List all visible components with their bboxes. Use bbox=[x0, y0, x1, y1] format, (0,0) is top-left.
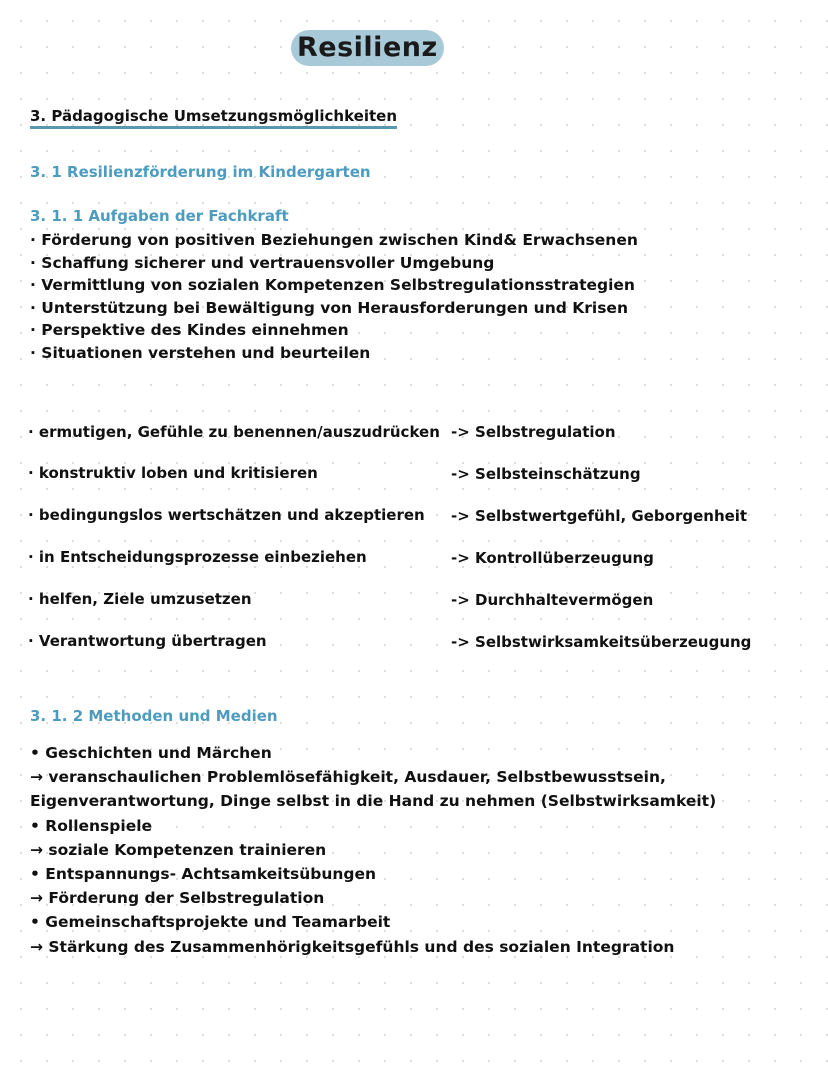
task-item: · Vermittlung von sozialen Kompetenzen Selbstregulationsstrategien bbox=[30, 276, 635, 295]
pair-result: -> Selbstwertgefühl, Geborgenheit bbox=[451, 507, 748, 525]
method-note: Eigenverantwortung, Dinge selbst in die Hand zu nehmen (Selbstwirksamkeit) bbox=[30, 792, 717, 811]
pair-action: · Verantwortung übertragen bbox=[28, 632, 267, 650]
pair-result: -> Durchhaltevermögen bbox=[451, 591, 654, 609]
method-note: → Förderung der Selbstregulation bbox=[30, 889, 325, 908]
page-title: Resilienz bbox=[291, 30, 444, 66]
task-item: · Schaffung sicherer und vertrauensvoller Umgebung bbox=[30, 253, 495, 272]
pair-action: · ermutigen, Gefühle zu benennen/auszudrücken bbox=[28, 423, 440, 441]
task-item: · Perspektive des Kindes einnehmen bbox=[30, 321, 349, 340]
section-heading-main: 3. Pädagogische Umsetzungsmöglichkeiten bbox=[30, 107, 397, 129]
pair-action: · in Entscheidungsprozesse einbeziehen bbox=[28, 548, 367, 566]
method-item: • Geschichten und Märchen bbox=[30, 744, 272, 762]
section-heading-3-1: 3. 1 Resilienzförderung im Kindergarten bbox=[30, 163, 371, 181]
method-note: → soziale Kompetenzen trainieren bbox=[30, 840, 327, 859]
pair-result: -> Selbstwirksamkeitsüberzeugung bbox=[451, 633, 752, 651]
pair-action: · konstruktiv loben und kritisieren bbox=[28, 464, 318, 482]
methods-list bbox=[30, 741, 716, 959]
method-item: • Gemeinschaftsprojekte und Teamarbeit bbox=[30, 913, 391, 932]
section-heading-3-1-1: 3. 1. 1 Aufgaben der Fachkraft bbox=[30, 207, 289, 225]
task-item: · Situationen verstehen und beurteilen bbox=[30, 343, 371, 362]
section-heading-3-1-2: 3. 1. 2 Methoden und Medien bbox=[30, 707, 278, 725]
pair-result: -> Kontrollüberzeugung bbox=[451, 549, 654, 567]
pair-action: · helfen, Ziele umzusetzen bbox=[28, 590, 252, 608]
method-item: • Entspannungs- Achtsamkeitsübungen bbox=[30, 865, 377, 884]
method-item: • Rollenspiele bbox=[30, 816, 153, 835]
task-item: · Unterstützung bei Bewältigung von Herausforderungen und Krisen bbox=[30, 298, 628, 317]
pair-result: -> Selbsteinschätzung bbox=[451, 465, 641, 483]
pair-result: -> Selbstregulation bbox=[451, 423, 616, 441]
method-note: → Stärkung des Zusammenhörigkeitsgefühls und des sozialen Integration bbox=[30, 937, 675, 956]
task-list bbox=[30, 229, 638, 365]
pair-action: · bedingungslos wertschätzen und akzeptieren bbox=[28, 506, 425, 524]
method-note: → veranschaulichen Problemlösefähigkeit, Ausdauer, Selbstbewusstsein, bbox=[30, 768, 666, 787]
task-item: · Förderung von positiven Beziehungen zwischen Kind& Erwachsenen bbox=[30, 231, 638, 249]
